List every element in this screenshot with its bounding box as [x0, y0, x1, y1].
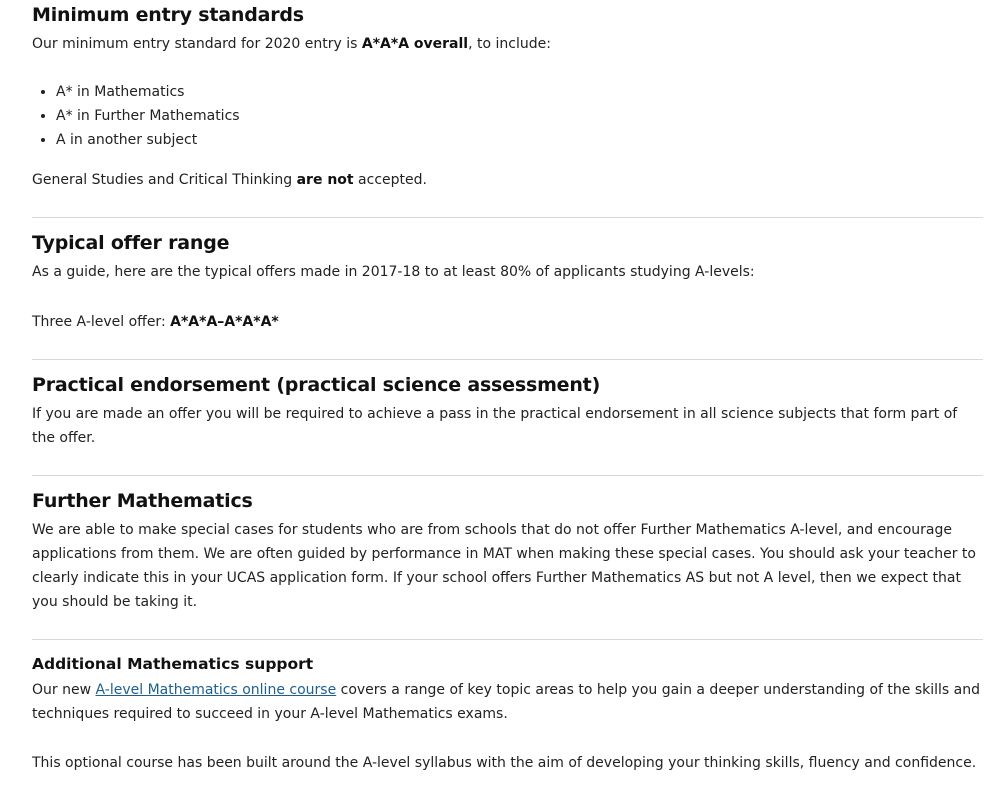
- heading-minimum-entry: Minimum entry standards: [32, 4, 304, 26]
- heading-typical-offer: Typical offer range: [32, 232, 230, 254]
- intro-text-start: Our minimum entry standard for 2020 entry is: [32, 36, 362, 52]
- heading-further-mathematics: Further Mathematics: [32, 490, 253, 512]
- intro-text-end: , to include:: [468, 36, 551, 52]
- para1-text-start: Our new: [32, 682, 96, 698]
- heading-additional-support: Additional Mathematics support: [32, 655, 314, 673]
- list-item: • A in another subject: [56, 128, 983, 152]
- minimum-entry-intro: [32, 32, 983, 56]
- further-mathematics-text: We are able to make special cases for students who are from schools that do not offer Further Mathematics A-level, and encourage applications from them. We are often guided by performance in MAT when making these special cases. You should ask your teacher to clearly indicate this in your UCAS application form. If your school offers Further Mathematics AS but not A level, then we expect that you should be taking it.: [32, 522, 976, 610]
- heading-practical-endorsement: Practical endorsement (practical science assessment): [32, 374, 601, 396]
- note-bold: are not: [296, 172, 354, 188]
- list-item: • A* in Further Mathematics: [56, 104, 983, 128]
- section-typical-offer: [32, 218, 983, 334]
- section-practical-endorsement: [32, 360, 983, 450]
- additional-support-para1: [32, 678, 983, 726]
- intro-grade-bold: A*A*A overall: [361, 36, 469, 52]
- entry-requirements-content: [32, 0, 983, 775]
- excluded-subjects-note: [32, 168, 983, 192]
- typical-offer-guide: As a guide, here are the typical offers made in 2017-18 to at least 80% of applicants studying A-levels:: [32, 264, 755, 280]
- section-additional-support: [32, 640, 983, 775]
- offer-label: Three A-level offer:: [32, 314, 171, 330]
- note-text-end: accepted.: [353, 172, 427, 188]
- practical-endorsement-text: If you are made an offer you will be required to achieve a pass in the practical endorsement in all science subjects that form part of the offer.: [32, 406, 958, 446]
- requirements-list: [32, 80, 983, 152]
- additional-support-para2: This optional course has been built around the A-level syllabus with the aim of developing your thinking skills, fluency and confidence.: [32, 755, 977, 771]
- typical-offer-line: [32, 310, 983, 334]
- online-course-link[interactable]: A-level Mathematics online course: [95, 682, 337, 698]
- section-further-mathematics: [32, 476, 983, 614]
- offer-value: A*A*A–A*A*A*: [170, 314, 279, 330]
- para1-text-end: covers a range of key topic areas to help you gain a deeper understanding of the skills and techniques required to succeed in your A-level Mathematics exams.: [32, 682, 980, 722]
- section-minimum-entry: [32, 0, 983, 192]
- list-item: • A* in Mathematics: [56, 80, 983, 104]
- note-text-start: General Studies and Critical Thinking: [32, 172, 297, 188]
